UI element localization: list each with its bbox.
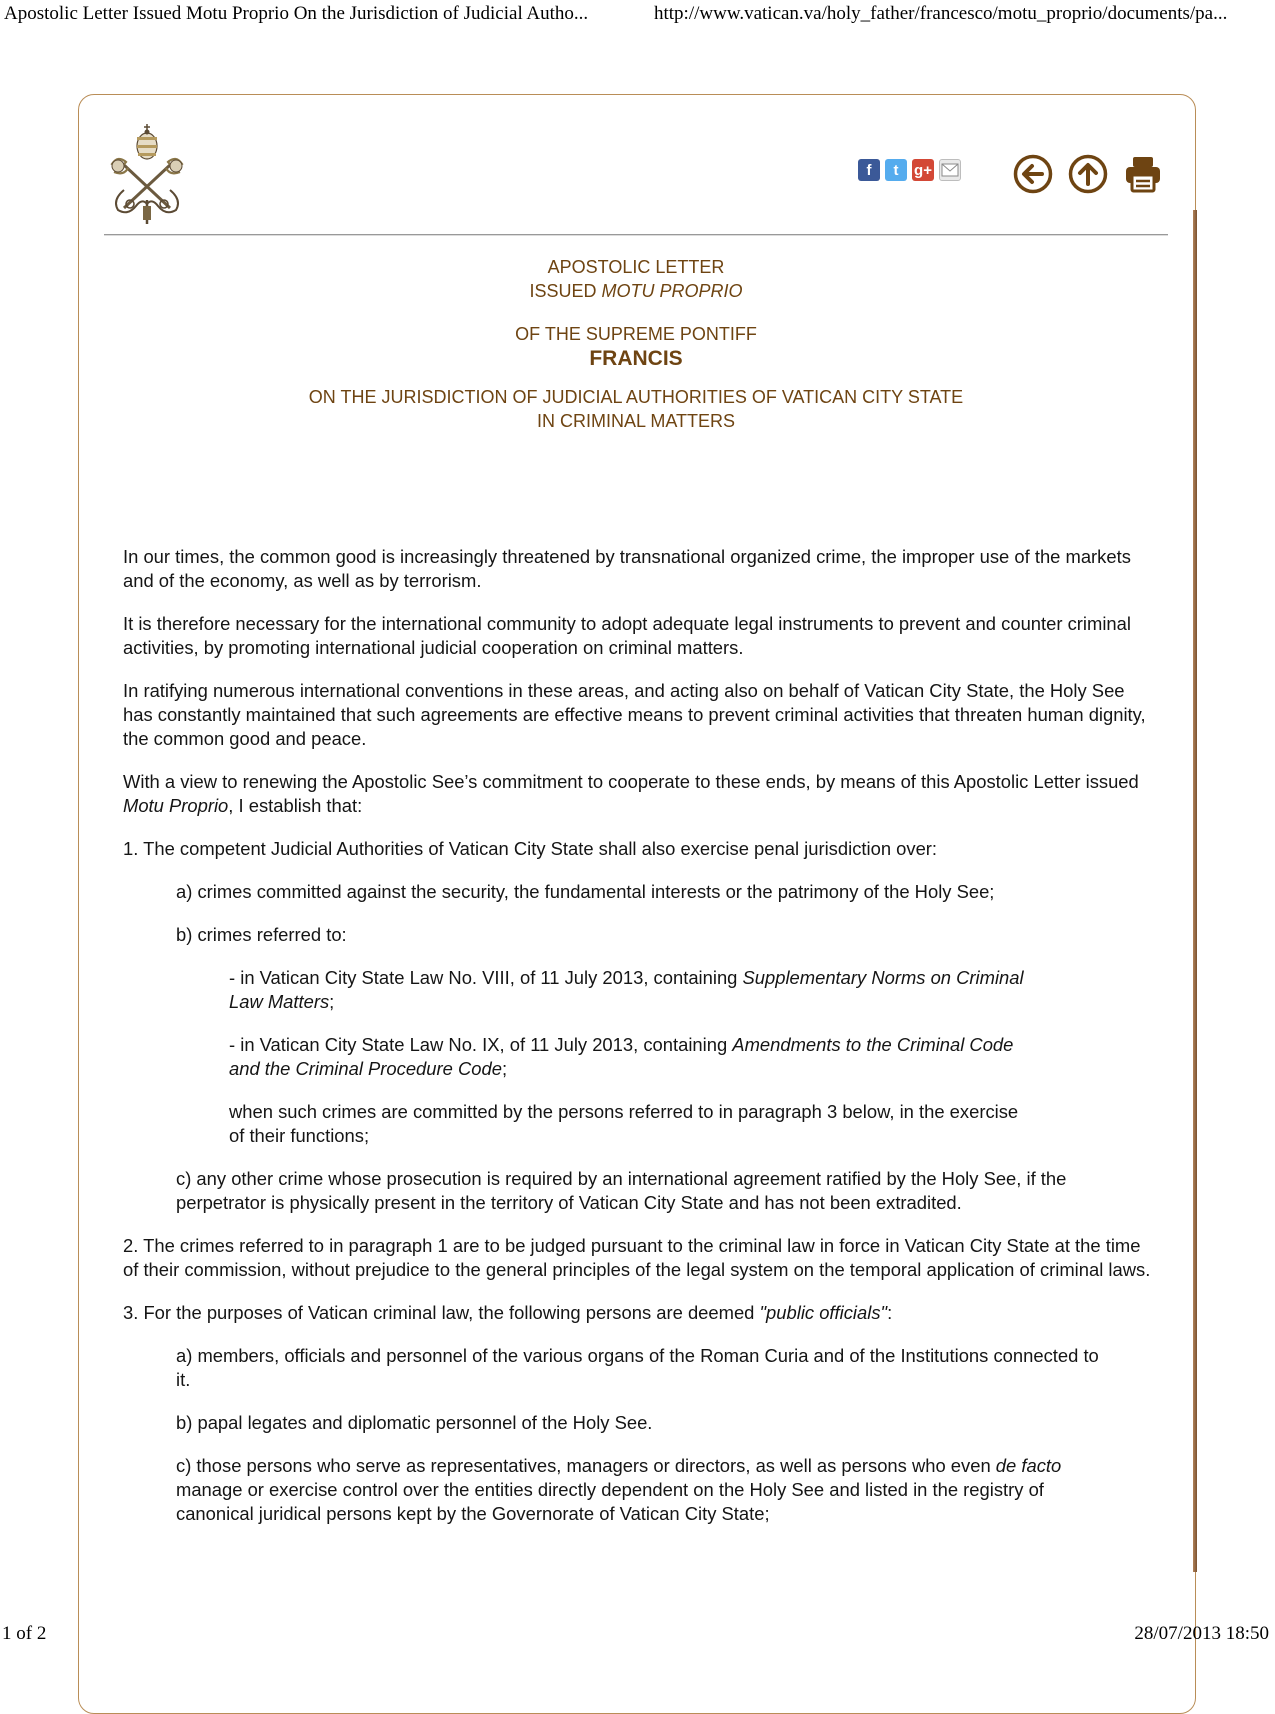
section-1b-law-ix: - in Vatican City State Law No. IX, of 11 July 2013, containing Amendments to the Criminal Code and the Criminal Procedure Code; [229, 1034, 1014, 1079]
pope-name: FRANCIS [589, 347, 683, 370]
title-line-1: APOSTOLIC LETTER [547, 257, 725, 277]
share-icons [858, 159, 961, 181]
section-1a: a) crimes committed against the security, the fundamental interests or the patrimony of the Holy See; [176, 881, 995, 902]
header-divider [104, 234, 1168, 236]
section-1b-law-viii: - in Vatican City State Law No. VIII, of 11 July 2013, containing Supplementary Norms on Criminal Law Matters; [229, 967, 1024, 1012]
subject-line-1: ON THE JURISDICTION OF JUDICIAL AUTHORITIES OF VATICAN CITY STATE [308, 387, 964, 407]
title-line-2 [104, 279, 1168, 303]
section-1b-condition: when such crimes are committed by the persons referred to in paragraph 3 below, in the exercise of their functions; [229, 1101, 1019, 1146]
document-title [104, 255, 1168, 433]
page-navigation [1013, 154, 1163, 194]
print-header-title: Apostolic Letter Issued Motu Proprio On the Jurisdiction of Judicial Autho... [4, 3, 589, 24]
paragraph-4: With a view to renewing the Apostolic See’s commitment to cooperate to these ends, by means of this Apostolic Letter issued Motu Proprio, I establish that: [123, 771, 1139, 816]
paragraph-1: In our times, the common good is increasingly threatened by transnational organized crime, the improper use of the markets and of the economy, as well as by terrorism. [123, 546, 1131, 591]
google-plus-icon[interactable]: g+ [912, 159, 934, 181]
title-line-2-italic: MOTU PROPRIO [601, 281, 743, 301]
papal-coat-of-arms-icon [104, 120, 190, 226]
frame-shadow [1193, 210, 1197, 1572]
section-3a: a) members, officials and personnel of the various organs of the Roman Curia and of the Institutions connected to it. [176, 1345, 1099, 1390]
print-datetime: 28/07/2013 18:50 [1134, 1623, 1269, 1644]
print-icon[interactable] [1123, 154, 1163, 194]
paragraph-3: In ratifying numerous international conventions in these areas, and acting also on behalf of Vatican City State, the Holy See has constantly maintained that such agreements are effective means to prevent criminal activities that threaten human dignity, the common good and peace. [123, 680, 1146, 749]
title-line-3: OF THE SUPREME PONTIFF [515, 324, 757, 344]
print-header-url: http://www.vatican.va/holy_father/francesco/motu_proprio/documents/pa... [654, 3, 1228, 24]
print-header [0, 0, 1275, 30]
title-line-2-prefix: ISSUED [529, 281, 602, 301]
print-footer [0, 1620, 1275, 1650]
document-body [123, 545, 1158, 1545]
section-3c: c) those persons who serve as representatives, managers or directors, as well as persons who even de facto manage or exercise control over the entities directly dependent on the Holy See and listed in the registry of canonical juridical persons kept by the Governorate of Vatican City State; [176, 1455, 1062, 1524]
twitter-icon[interactable]: t [885, 159, 907, 181]
section-1: 1. The competent Judicial Authorities of Vatican City State shall also exercise penal jurisdiction over: [123, 838, 938, 859]
section-2: 2. The crimes referred to in paragraph 1 are to be judged pursuant to the criminal law in force in Vatican City State at the time of their commission, without prejudice to the general principles of the legal system on the temporal application of criminal laws. [123, 1235, 1151, 1280]
section-1c: c) any other crime whose prosecution is required by an international agreement ratified by the Holy See, if the perpetrator is physically present in the territory of Vatican City State and has not been extradited. [176, 1168, 1067, 1213]
section-1b: b) crimes referred to: [176, 924, 347, 945]
section-3: 3. For the purposes of Vatican criminal law, the following persons are deemed "public officials": [123, 1302, 893, 1323]
section-3b: b) papal legates and diplomatic personnel of the Holy See. [176, 1412, 653, 1433]
page-number: 1 of 2 [2, 1623, 47, 1644]
email-icon[interactable] [939, 159, 961, 181]
up-arrow-icon[interactable] [1068, 154, 1108, 194]
paragraph-2: It is therefore necessary for the international community to adopt adequate legal instruments to prevent and counter criminal activities, by promoting international judicial cooperation on criminal matters. [123, 613, 1131, 658]
subject-line-2: IN CRIMINAL MATTERS [536, 411, 735, 431]
facebook-icon[interactable]: f [858, 159, 880, 181]
back-arrow-icon[interactable] [1013, 154, 1053, 194]
